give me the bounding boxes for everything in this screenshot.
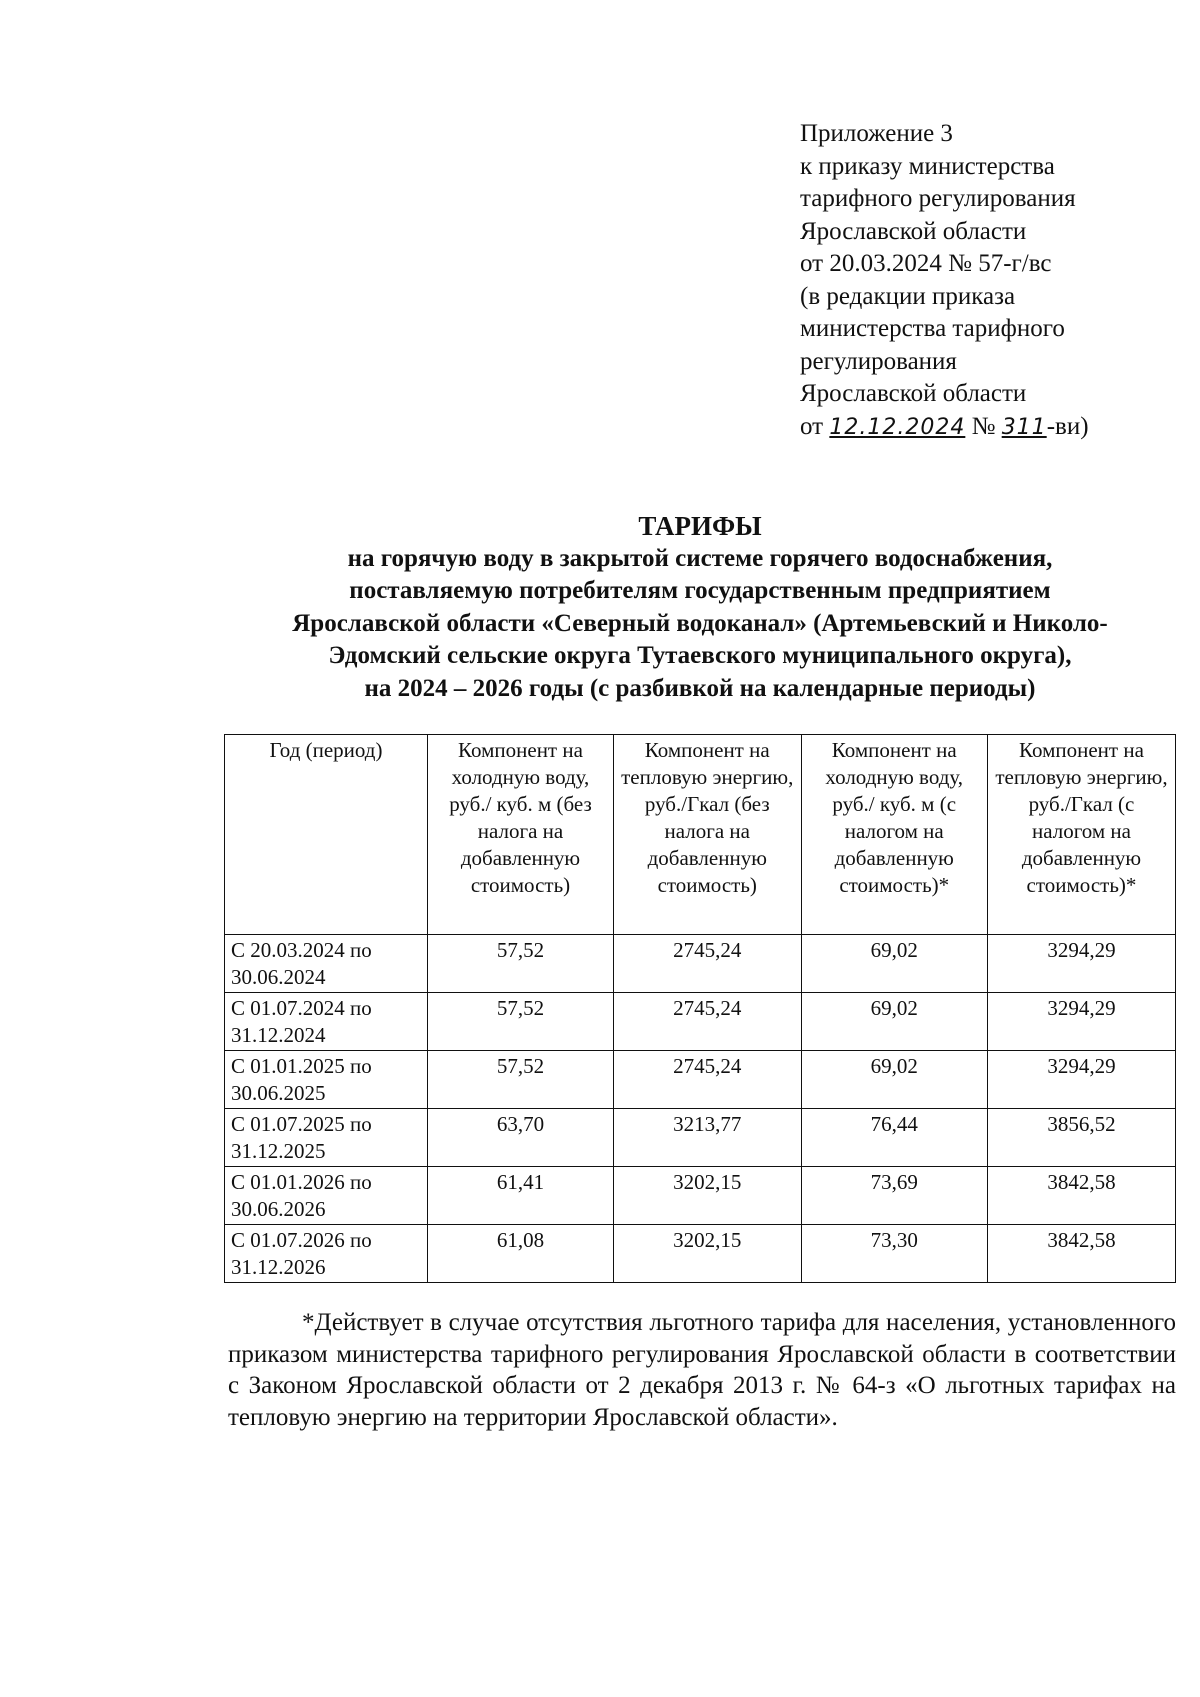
cell-cold-no-vat: 63,70 [428,1109,614,1167]
cell-period: С 01.07.2024 по 31.12.2024 [225,993,428,1051]
appendix-line: Ярославской области [800,380,1027,407]
cell-heat-vat: 3294,29 [987,993,1175,1051]
number-sign: № [971,412,996,440]
title-line: Эдомский сельские округа Тутаевского муниципального округа), [328,642,1072,669]
table-header-row [225,735,1176,935]
table-row [225,1225,1176,1283]
tariff-table [224,734,1176,1283]
cell-cold-no-vat: 61,41 [428,1167,614,1225]
appendix-line: Ярославской области [800,217,1027,245]
title-main: ТАРИФЫ [638,511,762,541]
cell-heat-no-vat: 2745,24 [613,993,801,1051]
table-row [225,1051,1176,1109]
table-row [225,1109,1176,1167]
appendix-amendment-line [800,411,1089,445]
title-line: на 2024 – 2026 годы (с разбивкой на календарные периоды) [364,674,1036,702]
cell-cold-no-vat: 57,52 [428,935,614,993]
amendment-prefix: от [800,412,824,440]
table-row [225,1167,1176,1225]
header-cold-vat: Компонент на холодную воду, руб./ куб. м (с налогом на добавленную стоимость)* [801,735,987,935]
cell-heat-vat: 3842,58 [987,1225,1175,1283]
cell-heat-vat: 3842,58 [987,1167,1175,1225]
appendix-line: к приказу министерства [800,152,1055,180]
appendix-line: (в редакции приказа [800,282,1016,310]
cell-cold-vat: 69,02 [801,1051,987,1109]
title-line: Ярославской области «Северный водоканал» (Артемьевский и Николо- [292,609,1108,637]
appendix-line: регулирования [800,347,957,375]
cell-heat-no-vat: 2745,24 [613,1051,801,1109]
cell-cold-no-vat: 57,52 [428,1051,614,1109]
cell-cold-vat: 73,30 [801,1225,987,1283]
cell-heat-no-vat: 3202,15 [613,1225,801,1283]
cell-heat-no-vat: 3202,15 [613,1167,801,1225]
table-row [225,935,1176,993]
cell-cold-vat: 69,02 [801,935,987,993]
appendix-block [800,118,1089,444]
handwritten-number: 311 [1001,414,1047,440]
cell-cold-vat: 73,69 [801,1167,987,1225]
header-heat-vat: Компонент на тепловую энергию, руб./Гкал (с налогом на добавленную стоимость)* [987,735,1175,935]
header-period: Год (период) [225,735,428,935]
cell-period: С 20.03.2024 по 30.06.2024 [225,935,428,993]
title-line: на горячую воду в закрытой системе горячего водоснабжения, [347,544,1053,572]
appendix-line: от 20.03.2024 № 57-г/вс [800,250,1052,277]
cell-period: С 01.01.2026 по 30.06.2026 [225,1167,428,1225]
footnote: *Действует в случае отсутствия льготного тарифа для населения, установленного приказом министерства тарифного регулирования Ярославской области в соответствии с Законом Ярославской области от 2 декабря 2013 г. № 64-з «О льготных тарифах на тепловую энергию на территории Ярославской области». [228,1309,1176,1431]
cell-heat-vat: 3856,52 [987,1109,1175,1167]
appendix-line: Приложение 3 [800,120,953,147]
cell-heat-vat: 3294,29 [987,1051,1175,1109]
header-heat-no-vat: Компонент на тепловую энергию, руб./Гкал (без налога на добавленную стоимость) [613,735,801,935]
handwritten-date: 12.12.2024 [829,414,966,440]
cell-heat-vat: 3294,29 [987,935,1175,993]
cell-cold-vat: 69,02 [801,993,987,1051]
appendix-line: тарифного регулирования [800,185,1076,212]
cell-period: С 01.07.2025 по 31.12.2025 [225,1109,428,1167]
cell-heat-no-vat: 2745,24 [613,935,801,993]
cell-heat-no-vat: 3213,77 [613,1109,801,1167]
cell-period: С 01.07.2026 по 31.12.2026 [225,1225,428,1283]
header-cold-no-vat: Компонент на холодную воду, руб./ куб. м (без налога на добавленную стоимость) [428,735,614,935]
table-row [225,993,1176,1051]
document-title [220,510,1180,705]
cell-cold-no-vat: 61,08 [428,1225,614,1283]
title-line: поставляемую потребителям государственным предприятием [349,577,1051,604]
amendment-suffix: -ви) [1046,412,1089,440]
cell-cold-vat: 76,44 [801,1109,987,1167]
cell-period: С 01.01.2025 по 30.06.2025 [225,1051,428,1109]
cell-cold-no-vat: 57,52 [428,993,614,1051]
appendix-line: министерства тарифного [800,315,1065,342]
